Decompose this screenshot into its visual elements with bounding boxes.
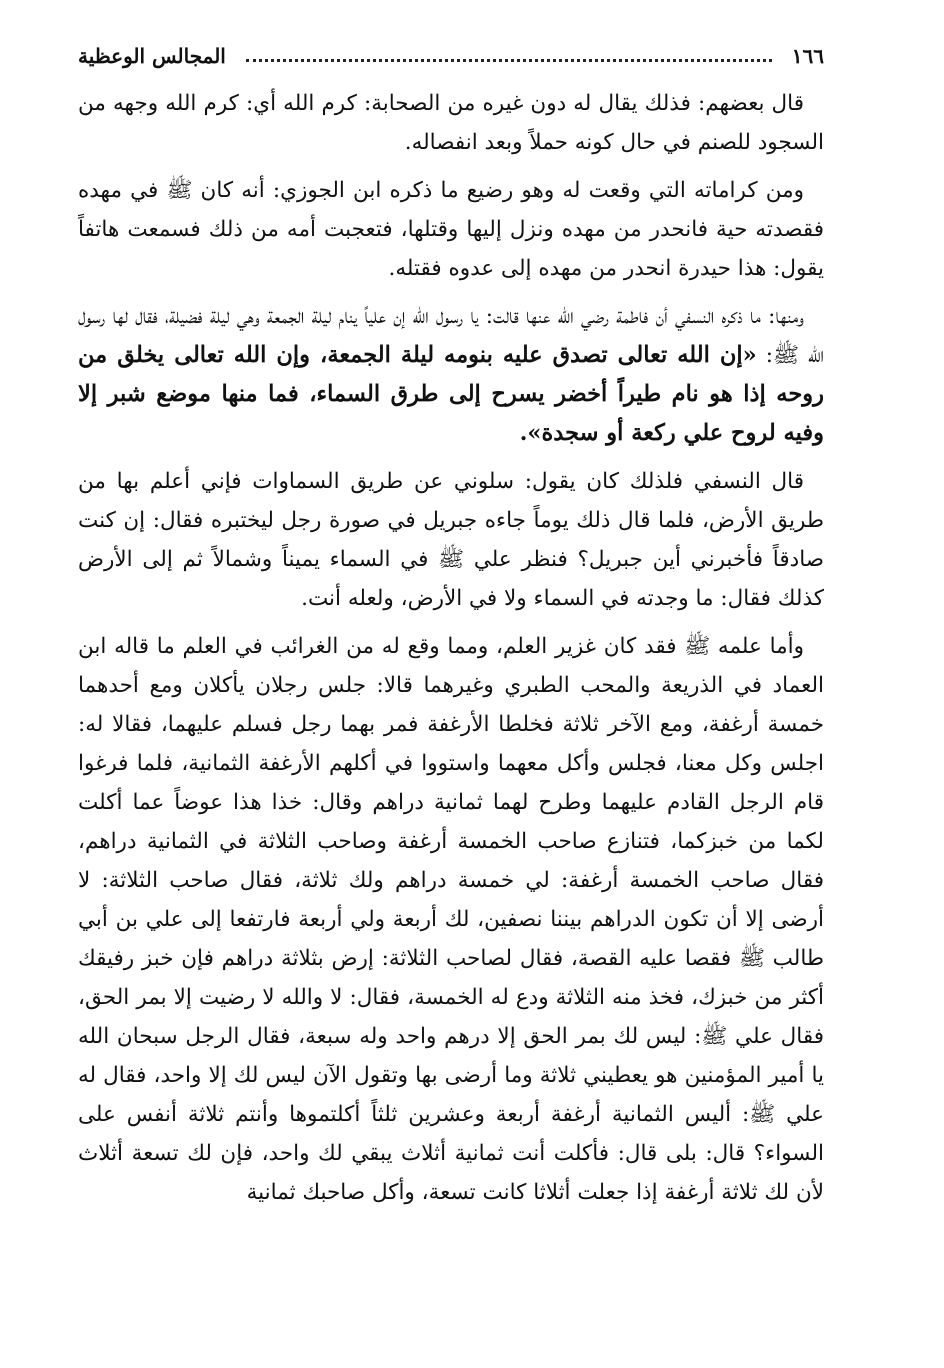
paragraph-text: قال بعضهم: فذلك يقال له دون غيره من الصحابة: كرم الله أي: كرم الله وجهه من السجود للصنم في حال كونه حملاً وبعد انفصاله. xyxy=(78,91,824,155)
page-body xyxy=(78,84,824,1212)
book-page xyxy=(78,30,824,1340)
running-title: المجالس الوعظية xyxy=(78,44,226,68)
paragraph xyxy=(78,297,824,453)
header-dotted-leader xyxy=(246,59,772,62)
page-number: ١٦٦ xyxy=(791,44,824,68)
paragraph-text: وأما علمه ﷺ فقد كان غزير العلم، ومما وقع له من الغرائب في العلم ما قاله ابن العماد في الذريعة والمحب الطبري وغيرهما قالا: جلس رجلان يأكلان ومع أحدهما خمسة أرغفة، ومع الآخر ثلاثة فخلطا الأرغفة فمر بهما رجل فسلم عليهما، فقالا له: اجلس وكل معنا، فجلس وأكل معهما واستووا في أكلهم الأرغفة الثمانية، فلما فرغوا قام الرجل القادم عليهما وطرح لهما ثمانية دراهم وقال: خذا هذا عوضاً عما أكلت لكما من خبزكما، فتنازع صاحب الخمسة أرغفة وصاحب الثلاثة في الثمانية دراهم، فقال صاحب الخمسة أرغفة: لي خمسة دراهم ولك ثلاثة، فقال صاحب الثلاثة: لا أرضى إلا أن تكون الدراهم بيننا نصفين، لك أربعة ولي أربعة فارتفعا إلى علي بن أبي طالب ﷺ فقصا عليه القصة، فقال لصاحب الثلاثة: إرض بثلاثة دراهم فإن خبز رفيقك أكثر من خبزك، فخذ منه الثلاثة ودع له الخمسة، فقال: لا والله لا رضيت إلا بمر الحق، فقال علي ﷺ: ليس لك بمر الحق إلا درهم واحد وله سبعة، فقال الرجل سبحان الله يا أمير المؤمنين هو يعطيني ثلاثة وما أرضى بها وتقول الآن ليس لك إلا واحد، فقال له علي ﷺ: أليس الثمانية أرغفة أربعة وعشرين ثلثاً أكلتموها وأنتم ثلاثة أنفس على السواء؟ قال: بلى قال: فأكلت أنت ثمانية أثلاث يبقي لك واحد، فإن لك تسعة أثلاث لأن لك ثلاثة أرغفة إذا جعلت أثلاثا كانت تسعة، وأكل صاحبك ثمانية xyxy=(78,634,824,1205)
paragraph xyxy=(78,84,824,162)
hadith-quote: «إن الله تعالى تصدق عليه بنومه ليلة الجمعة، وإن الله تعالى يخلق من روحه إذا هو نام طيراً أخضر يسرح إلى طرق السماء، فما منها موضع شبر إلا وفيه لروح علي ركعة أو سجدة». xyxy=(78,342,824,446)
paragraph xyxy=(78,627,824,1212)
paragraph-text: ومنها: ما ذكره النسفي أن فاطمة رضي الله عنها قالت: يا رسول الله إن علياً ينام ليلة الجمعة وهي ليلة فضيلة، فقال لها رسول الله ﷺ: xyxy=(78,304,824,368)
paragraph xyxy=(78,462,824,618)
paragraph-text: قال النسفي فلذلك كان يقول: سلوني عن طريق السماوات فإني أعلم بها من طريق الأرض، فلما قال ذلك يوماً جاءه جبريل في صورة رجل ليختبره فقال: إن كنت صادقاً فأخبرني أين جبريل؟ فنظر علي ﷺ في السماء يميناً وشمالاً ثم إلى الأرض كذلك فقال: ما وجدته في السماء ولا في الأرض، ولعله أنت. xyxy=(78,469,824,611)
page-header xyxy=(78,30,824,82)
paragraph-text: ومن كراماته التي وقعت له وهو رضيع ما ذكره ابن الجوزي: أنه كان ﷺ في مهده فقصدته حية فانحدر من مهده ونزل إليها وقتلها، فتعجبت أمه من ذلك فسمعت هاتفاً يقول: هذا حيدرة انحدر من مهده إلى عدوه فقتله. xyxy=(78,178,824,281)
paragraph xyxy=(78,171,824,288)
